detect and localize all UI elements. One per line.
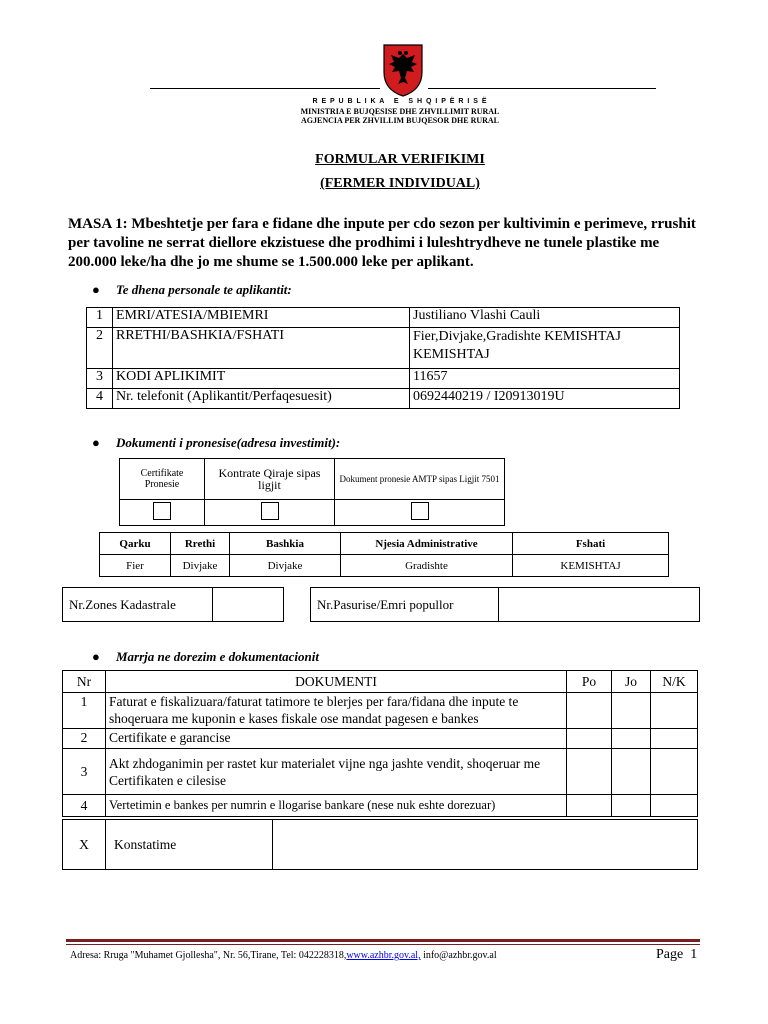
zone-table [62, 587, 284, 622]
table-row [63, 749, 698, 795]
row-number: 2 [87, 328, 113, 369]
footer-address: Adresa: Rruga "Muhamet Gjollesha", Nr. 56,Tirane, Tel: 042228318, [70, 950, 347, 961]
cell-po[interactable] [567, 795, 612, 817]
value-bashkia: Divjake [230, 555, 341, 577]
konstatime-field[interactable] [273, 820, 698, 870]
form-title: FORMULAR VERIFIKIMI [315, 152, 485, 167]
doc-number: 1 [63, 693, 106, 729]
doc-number: 4 [63, 795, 106, 817]
value-rrethi: Divjake [171, 555, 230, 577]
footer-rule-top [66, 939, 700, 942]
row-number: 1 [87, 308, 113, 328]
bullet-icon: ● [92, 649, 100, 664]
doc-kontrate-label: Kontrate Qiraje sipas ligjit [205, 459, 335, 500]
value-njesia: Gradishte [341, 555, 513, 577]
footer-email: info@azhbr.gov.al [420, 950, 497, 961]
pasuria-value-field[interactable] [499, 588, 700, 622]
cell-nk[interactable] [651, 795, 698, 817]
cell-po[interactable] [567, 749, 612, 795]
personal-heading: Te dhena personale te aplikantit: [116, 282, 292, 297]
ownership-heading: Dokumenti i pronesise(adresa investimit): [116, 435, 341, 450]
footer-rule-bottom [66, 944, 700, 945]
table-row [87, 389, 680, 409]
header-republic: R E P U B L I K A E S H Q I P Ë R I S Ë [312, 98, 488, 105]
row-value: Justiliano Vlashi Cauli [410, 308, 680, 328]
cell-nk[interactable] [651, 693, 698, 729]
header-rrethi: Rrethi [171, 533, 230, 555]
table-row [63, 795, 698, 817]
doc-number: 2 [63, 729, 106, 749]
doc-certifikate-label: Certifikate Pronesie [120, 459, 205, 500]
doc-text: Akt zhdoganimin per rastet kur materialet vijne nga jashte vendit, shoqeruar me Certifikaten e cilesise [106, 749, 567, 795]
row-value: 0692440219 / I20913019U [410, 389, 680, 409]
header-qarku: Qarku [100, 533, 171, 555]
emblem-icon [381, 42, 425, 98]
row-number: 4 [87, 389, 113, 409]
doc-text: Vertetimin e bankes per numrin e llogarise bankare (nese nuk eshte dorezuar) [106, 795, 567, 817]
konstatime-nr: X [63, 820, 106, 870]
row-label: EMRI/ATESIA/MBIEMRI [113, 308, 410, 328]
table-row [87, 308, 680, 328]
checkbox-kontrate[interactable] [261, 502, 279, 520]
header-fshati: Fshati [513, 533, 669, 555]
doc-text: Certifikate e garancise [106, 729, 567, 749]
bullet-icon: ● [92, 435, 100, 450]
doc-number: 3 [63, 749, 106, 795]
cell-nk[interactable] [651, 729, 698, 749]
row-label: Nr. telefonit (Aplikantit/Perfaqesuesit) [113, 389, 410, 409]
checkbox-amtp[interactable] [411, 502, 429, 520]
header-rule-right [428, 88, 656, 89]
masa-description: MASA 1: Mbeshtetje per fara e fidane dhe inpute per cdo sezon per kultivimin e perimeve, rrushit per tavoline ne serrat diellore ekzistuese dhe prodhimi i luleshtrydheve ne tunele plastike me 200.000 leke/ha dhe jo me shume se 1.500.000 leke per aplikant. [68, 216, 696, 270]
pasuria-label: Nr.Pasurise/Emri popullor [311, 588, 499, 622]
row-value: Fier,Divjake,Gradishte KEMISHTAJ KEMISHTAJ [410, 328, 680, 369]
cell-jo[interactable] [612, 795, 651, 817]
header-jo: Jo [612, 671, 651, 693]
checkbox-certifikate[interactable] [153, 502, 171, 520]
doc-text: Faturat e fiskalizuara/faturat tatimore te blerjes per fara/fidana dhe inpute te shoqeruara me kuponin e kases fiskale ose mandat pagesen e bankes [106, 693, 567, 729]
header-bashkia: Bashkia [230, 533, 341, 555]
header-agency: AGJENCIA PER ZHVILLIM BUJQESOR DHE RURAL [300, 116, 500, 125]
row-value: 11657 [410, 369, 680, 389]
zone-value-field[interactable] [213, 588, 284, 622]
header-nk: N/K [651, 671, 698, 693]
bullet-icon: ● [92, 282, 100, 297]
header-dokumenti: DOKUMENTI [106, 671, 567, 693]
table-row [87, 369, 680, 389]
pasuria-table [310, 587, 700, 622]
value-qarku: Fier [100, 555, 171, 577]
personal-table [86, 307, 680, 409]
cell-jo[interactable] [612, 729, 651, 749]
row-label: KODI APLIKIMIT [113, 369, 410, 389]
row-label: RRETHI/BASHKIA/FSHATI [113, 328, 410, 369]
header-nr: Nr [63, 671, 106, 693]
footer-page [656, 947, 697, 963]
location-table [99, 532, 669, 577]
footer-address-line [70, 950, 497, 961]
header-ministry: MINISTRIA E BUJQESISE DHE ZHVILLIMIT RURAL [300, 107, 500, 116]
doc-amtp-label: Dokument pronesie AMTP sipas Ligjit 7501 [335, 459, 505, 500]
page-number: 1 [690, 947, 698, 962]
cell-nk[interactable] [651, 749, 698, 795]
header-njesia: Njesia Administrative [341, 533, 513, 555]
konstatime-label: Konstatime [106, 820, 273, 870]
page-label: Page [656, 947, 684, 962]
cell-po[interactable] [567, 729, 612, 749]
documents-heading: Marrja ne dorezim e dokumentacionit [116, 649, 319, 664]
konstatime-table [62, 819, 698, 870]
zone-label: Nr.Zones Kadastrale [63, 588, 213, 622]
table-row [63, 729, 698, 749]
footer-website-link[interactable]: www.azhbr.gov.al, [346, 950, 421, 961]
documents-table [62, 670, 698, 817]
ownership-table [119, 458, 505, 526]
table-row [63, 693, 698, 729]
cell-po[interactable] [567, 693, 612, 729]
header-rule-left [150, 88, 380, 89]
cell-jo[interactable] [612, 693, 651, 729]
header-po: Po [567, 671, 612, 693]
value-fshati: KEMISHTAJ [513, 555, 669, 577]
form-subtitle: (FERMER INDIVIDUAL) [320, 176, 480, 191]
row-number: 3 [87, 369, 113, 389]
table-row [87, 328, 680, 369]
cell-jo[interactable] [612, 749, 651, 795]
